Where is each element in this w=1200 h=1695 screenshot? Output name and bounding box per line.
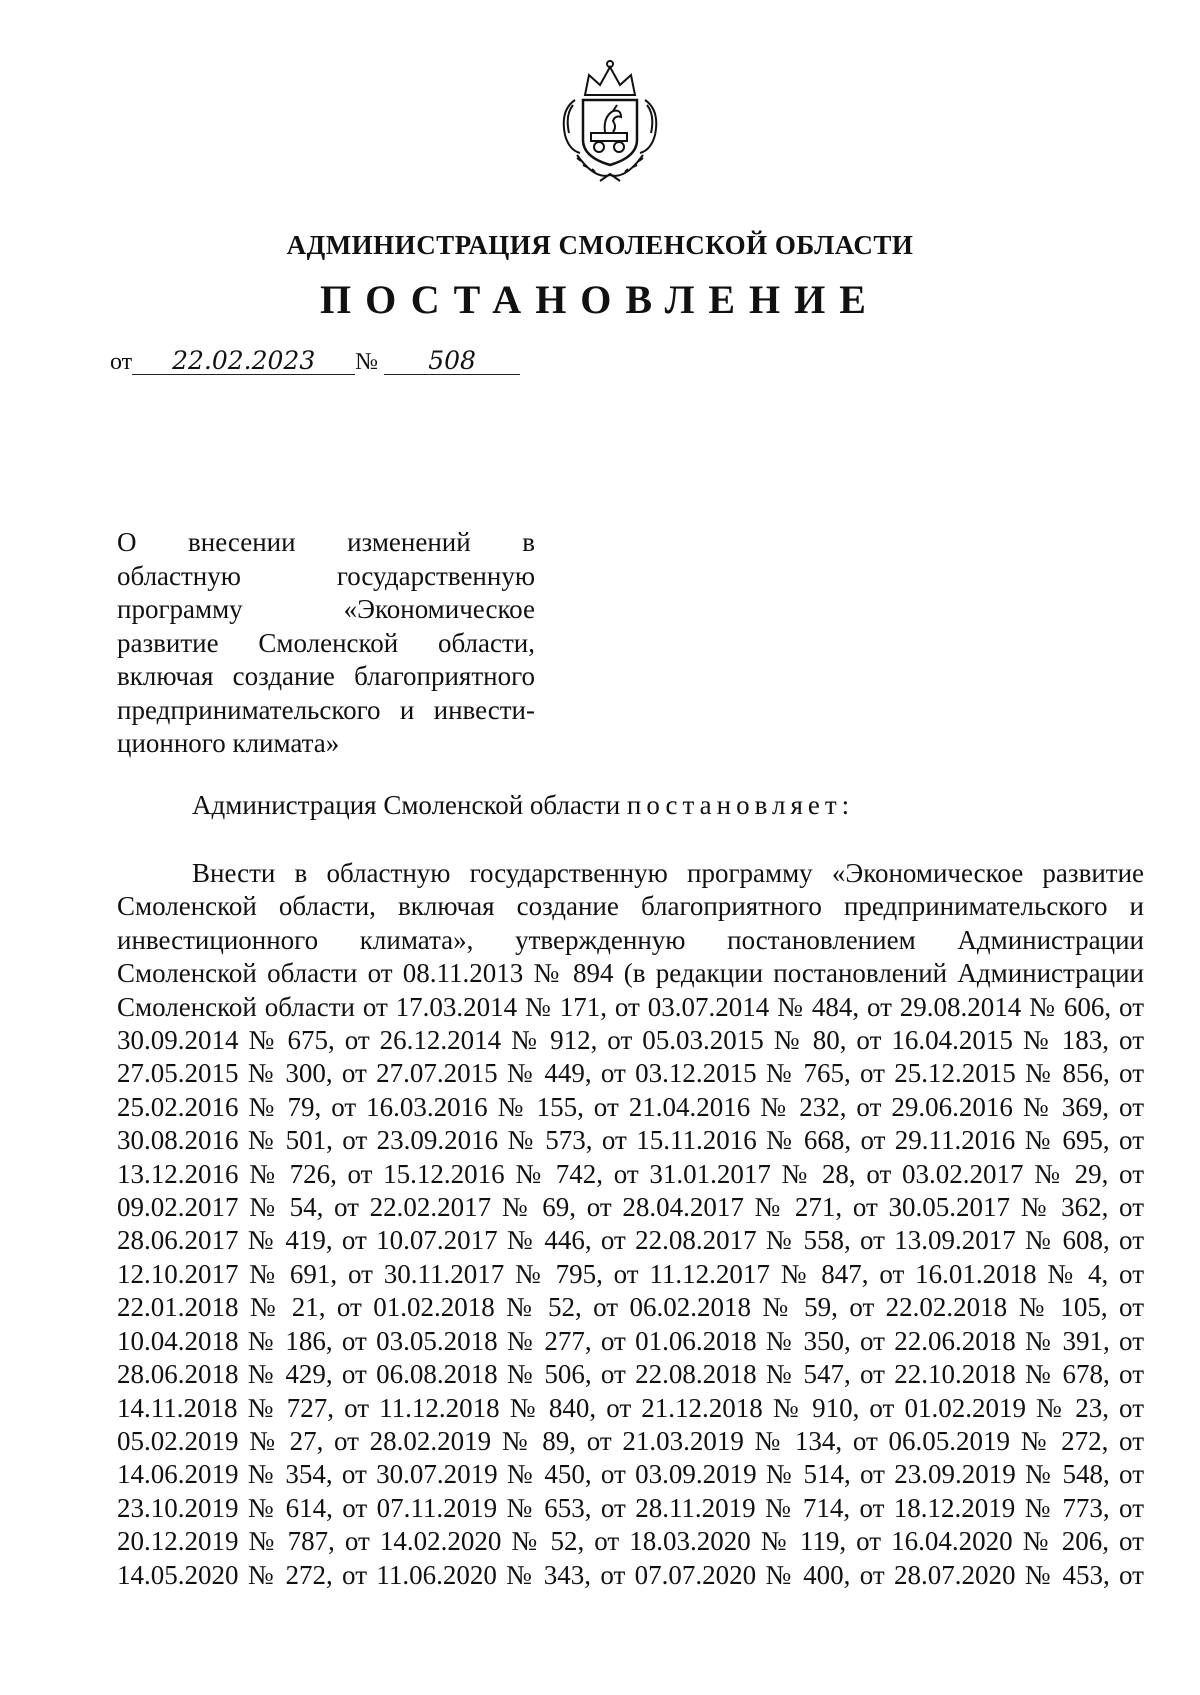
body-line: 13.12.2016 № 726, от 15.12.2016 № 742, от 31.01.2017 № 28, от 03.02.2017 № 29, от <box>117 1158 1144 1189</box>
decree-verb: постановляет: <box>626 790 855 820</box>
document-date: 22.02.2023 <box>132 348 355 375</box>
title-line: областную государственную <box>117 560 535 591</box>
body-line: 23.10.2019 № 614, от 07.11.2019 № 653, от 28.11.2019 № 714, от 18.12.2019 № 773, от <box>117 1492 1144 1523</box>
decree-subject: Администрация Смоленской области <box>192 790 621 820</box>
body-line: Смоленской области от 17.03.2014 № 171, от 03.07.2014 № 484, от 29.08.2014 № 606, от <box>117 991 1144 1022</box>
document-type-heading: ПОСТАНОВЛЕНИЕ <box>320 277 880 322</box>
body-line: Внести в областную государственную программу «Экономическое развитие <box>192 858 1144 888</box>
number-sign: № <box>355 349 379 375</box>
date-number-line <box>110 348 520 376</box>
body-line: 20.12.2019 № 787, от 14.02.2020 № 52, от 18.03.2020 № 119, от 16.04.2020 № 206, от <box>117 1526 1144 1557</box>
body-line: 14.06.2019 № 354, от 30.07.2019 № 450, от 03.09.2019 № 514, от 23.09.2019 № 548, от <box>117 1459 1144 1490</box>
body-line: 14.05.2020 № 272, от 11.06.2020 № 343, от 07.07.2020 № 400, от 28.07.2020 № 453, от <box>117 1559 1144 1590</box>
title-line: программу «Экономическое <box>117 594 535 624</box>
body-line: 27.05.2015 № 300, от 27.07.2015 № 449, от 03.12.2015 № 765, от 25.12.2015 № 856, от <box>117 1058 1144 1089</box>
body-line: 22.01.2018 № 21, от 01.02.2018 № 52, от 06.02.2018 № 59, от 22.02.2018 № 105, от <box>117 1292 1144 1323</box>
body-line: 10.04.2018 № 186, от 03.05.2018 № 277, от 01.06.2018 № 350, от 22.06.2018 № 391, от <box>117 1325 1144 1356</box>
body-line: 12.10.2017 № 691, от 30.11.2017 № 795, от 11.12.2017 № 847, от 16.01.2018 № 4, от <box>117 1258 1144 1289</box>
body-line: 14.11.2018 № 727, от 11.12.2018 № 840, от 21.12.2018 № 910, от 01.02.2019 № 23, от <box>117 1392 1144 1423</box>
body-line: 28.06.2018 № 429, от 06.08.2018 № 506, от 22.08.2018 № 547, от 22.10.2018 № 678, от <box>117 1359 1144 1390</box>
decree-clause <box>192 790 854 821</box>
document-body <box>117 857 1144 1592</box>
body-line: 28.06.2017 № 419, от 10.07.2017 № 446, от 22.08.2017 № 558, от 13.09.2017 № 608, от <box>117 1225 1144 1256</box>
title-line: включая создание благоприятного <box>117 661 535 691</box>
smolensk-coat-of-arms-icon <box>555 55 665 190</box>
body-line: инвестиционного климата», утвержденную постановлением Администрации <box>117 924 1144 955</box>
title-line: развитие Смоленской области, <box>117 627 535 658</box>
document-number: 508 <box>384 348 520 375</box>
document-title <box>117 526 535 761</box>
body-line: Смоленской области от 08.11.2013 № 894 (в редакции постановлений Администрации <box>117 958 1144 989</box>
body-line: 25.02.2016 № 79, от 16.03.2016 № 155, от 21.04.2016 № 232, от 29.06.2016 № 369, от <box>117 1091 1144 1122</box>
body-line: Смоленской области, включая создание благоприятного предпринимательского и <box>117 891 1144 922</box>
body-line: 05.02.2019 № 27, от 28.02.2019 № 89, от 21.03.2019 № 134, от 06.05.2019 № 272, от <box>117 1425 1144 1456</box>
title-line: ционного климата» <box>117 728 340 758</box>
title-line: О внесении изменений в <box>117 527 535 557</box>
body-line: 30.08.2016 № 501, от 23.09.2016 № 573, от 15.11.2016 № 668, от 29.11.2016 № 695, от <box>117 1125 1144 1156</box>
date-prefix: от <box>110 349 133 375</box>
body-line: 30.09.2014 № 675, от 26.12.2014 № 912, от 05.03.2015 № 80, от 16.04.2015 № 183, от <box>117 1025 1144 1056</box>
body-line: 09.02.2017 № 54, от 22.02.2017 № 69, от 28.04.2017 № 271, от 30.05.2017 № 362, от <box>117 1192 1144 1223</box>
title-line: предпринимательского и инвести- <box>117 694 535 725</box>
organization-name: АДМИНИСТРАЦИЯ СМОЛЕНСКОЙ ОБЛАСТИ <box>286 230 914 260</box>
